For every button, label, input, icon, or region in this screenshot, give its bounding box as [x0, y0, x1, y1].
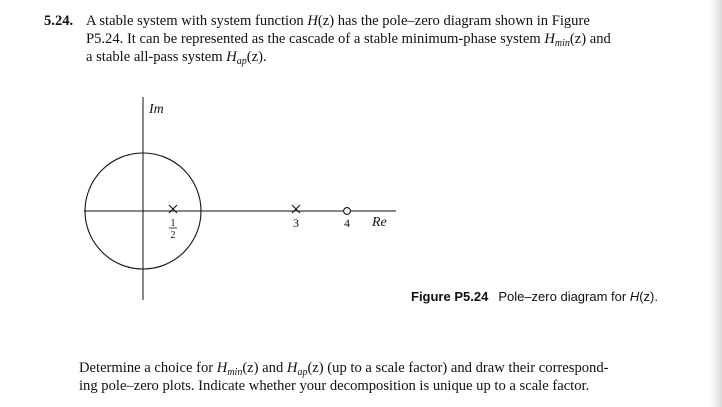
hap-arg: (z): [307, 360, 324, 376]
system-function-symbol: H: [307, 13, 318, 29]
pole-label-half-denominator: 2: [170, 230, 176, 241]
question-line-2: ing pole–zero plots. Indicate whether your decomposition is unique up to a scale factor.: [79, 378, 590, 394]
figure-caption: [411, 289, 658, 304]
hmin-arg: (z): [242, 360, 259, 376]
problem-text: P5.24. It can be represented as the cascade of a stable minimum-phase system: [86, 31, 545, 47]
figure-label: Figure P5.24: [411, 289, 489, 304]
hap-subscript: ap: [236, 56, 247, 67]
hap-symbol: H: [226, 49, 237, 65]
question-statement: [79, 359, 679, 395]
hap-subscript: ap: [297, 367, 308, 378]
pole-at-three: [292, 205, 300, 213]
hmin-subscript: min: [554, 38, 570, 49]
zero-at-four: [344, 208, 351, 215]
problem-text: .: [262, 49, 267, 65]
caption-end: .: [654, 289, 659, 304]
caption-h-symbol: H: [629, 289, 640, 304]
hmin-symbol: H: [216, 360, 228, 376]
question-text: Determine a choice for: [79, 360, 217, 376]
pole-label-three: 3: [293, 216, 299, 230]
problem-text: a stable all-pass system: [86, 49, 227, 65]
question-line-1: [79, 359, 679, 377]
caption-text: Pole–zero diagram for: [498, 289, 630, 304]
real-axis-label: Re: [372, 215, 387, 230]
hap-symbol: H: [286, 360, 298, 376]
pole-label-half-numerator: 1: [170, 218, 176, 229]
zero-label-four: 4: [344, 216, 350, 230]
caption-h-arg: (z): [639, 289, 655, 304]
imaginary-axis-label: Im: [149, 102, 164, 117]
hap-arg: (z): [246, 49, 263, 65]
question-text: (up to a scale factor) and draw their correspond-: [323, 360, 609, 376]
hmin-subscript: min: [227, 367, 243, 378]
pole-at-half: [169, 205, 177, 213]
system-function-arg: (z): [317, 13, 335, 29]
problem-text: and: [586, 31, 611, 47]
figure-caption-text: [498, 289, 658, 304]
problem-text: has the pole–zero diagram shown in Figure: [334, 13, 590, 29]
hmin-symbol: H: [544, 31, 555, 47]
hmin-arg: (z): [569, 31, 587, 47]
problem-number: 5.24.: [44, 13, 74, 29]
question-text: and: [258, 360, 287, 376]
problem-text: A stable system with system function: [86, 13, 308, 29]
